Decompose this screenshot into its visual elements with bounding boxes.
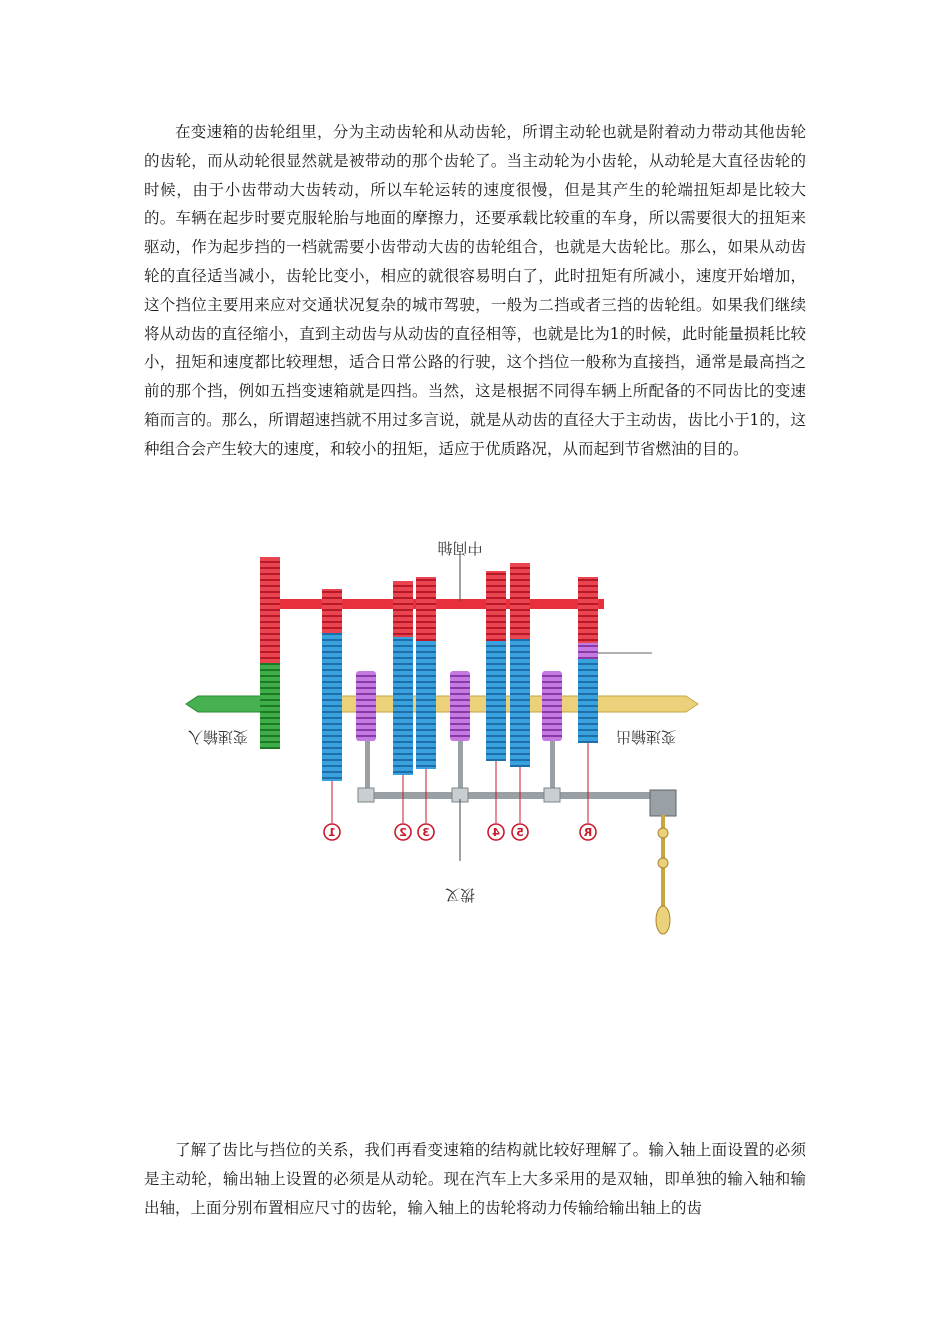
- counter-gear-1: [322, 589, 342, 633]
- output-gear-2: [393, 637, 413, 775]
- gear-marker-1: [324, 824, 340, 840]
- shift-lever-joint-2: [658, 858, 668, 868]
- gear-marker-5: [512, 824, 528, 840]
- label-input-shaft: 变速输入: [187, 728, 249, 746]
- output-gear-1: [322, 633, 342, 781]
- synchronizer-3: [542, 671, 562, 741]
- rod-block-1: [358, 788, 374, 802]
- input-gear-green: [260, 663, 280, 749]
- svg-text:1: 1: [328, 826, 336, 839]
- svg-text:5: 5: [516, 826, 524, 839]
- gear-marker-r: [580, 824, 596, 840]
- label-selector-fork: 拨叉: [444, 886, 476, 904]
- counter-gear-4: [486, 571, 506, 641]
- label-countershaft: 中间轴: [437, 539, 483, 557]
- gear-marker-3: [418, 824, 434, 840]
- synchronizer-2: [450, 671, 470, 741]
- synchronizer-1: [356, 671, 376, 741]
- counter-gear-2: [393, 581, 413, 637]
- label-output-shaft: 变速输出: [615, 728, 677, 746]
- output-gear-r: [578, 659, 598, 743]
- output-gear-4: [486, 641, 506, 761]
- counter-gear-5: [510, 563, 530, 639]
- reverse-idler-gear: [578, 643, 598, 659]
- gear-marker-4: [488, 824, 504, 840]
- gear-marker-2: [395, 824, 411, 840]
- input-gear-red: [260, 557, 280, 663]
- svg-text:3: 3: [422, 826, 430, 839]
- rod-block-3: [544, 788, 560, 802]
- shift-lever-knob: [656, 906, 670, 934]
- shift-housing: [650, 790, 676, 816]
- input-shaft: [186, 696, 264, 712]
- svg-text:R: R: [583, 826, 593, 839]
- svg-text:2: 2: [399, 826, 407, 839]
- svg-text:4: 4: [492, 826, 500, 839]
- counter-gear-r: [578, 577, 598, 643]
- output-gear-5: [510, 639, 530, 767]
- counter-gear-3: [416, 577, 436, 641]
- paragraph-2: 了解了齿比与挡位的关系，我们再看变速箱的结构就比较好理解了。输入轴上面设置的必须是主动轮，输出轴上设置的必须是从动轮。现在汽车上大多采用的是双轴，即单独的输入轴和输出轴，上面分别布置相应尺寸的齿轮，输入轴上的齿轮将动力传输给输出轴上的齿: [144, 1141, 806, 1217]
- paragraph-1: 在变速箱的齿轮组里，分为主动齿轮和从动齿轮，所谓主动轮也就是附着动力带动其他齿轮的齿轮，而从动轮很显然就是被带动的那个齿轮了。当主动轮为小齿轮，从动轮是大直径齿轮的时候，由于小齿带动大齿转动，所以车轮运转的速度很慢，但是其产生的轮端扭矩却是比较大的。车辆在起步时要克服轮胎与地面的摩擦力，还要承载比较重的车身，所以需要很大的扭矩来驱动，作为起步挡的一档就需要小齿带动大齿的齿轮组合，也就是大齿轮比。那么，如果从动齿轮的直径适当减小，齿轮比变小，相应的就很容易明白了，此时扭矩有所减小，速度开始增加，这个挡位主要用来应对交通状况复杂的城市驾驶，一般为二挡或者三挡的齿轮组。如果我们继续将从动齿的直径缩小，直到主动齿与从动齿的直径相等，也就是比为1的时候，此时能量损耗比较小，扭矩和速度都比较理想，适合日常公路的行驶，这个挡位一般称为直接挡，通常是最高挡之前的那个挡，例如五挡变速箱就是四挡。当然，这是根据不同得车辆上所配备的不同齿比的变速箱而言的。那么，所谓超速挡就不用过多言说，就是从动齿的直径大于主动齿，齿比小于1的，这种组合会产生较大的速度，和较小的扭矩，适应于优质路况，从而起到节省燃油的目的。: [144, 123, 806, 458]
- shift-lever-joint-1: [658, 828, 668, 838]
- gearbox-diagram: [178, 515, 708, 945]
- output-gear-3: [416, 641, 436, 769]
